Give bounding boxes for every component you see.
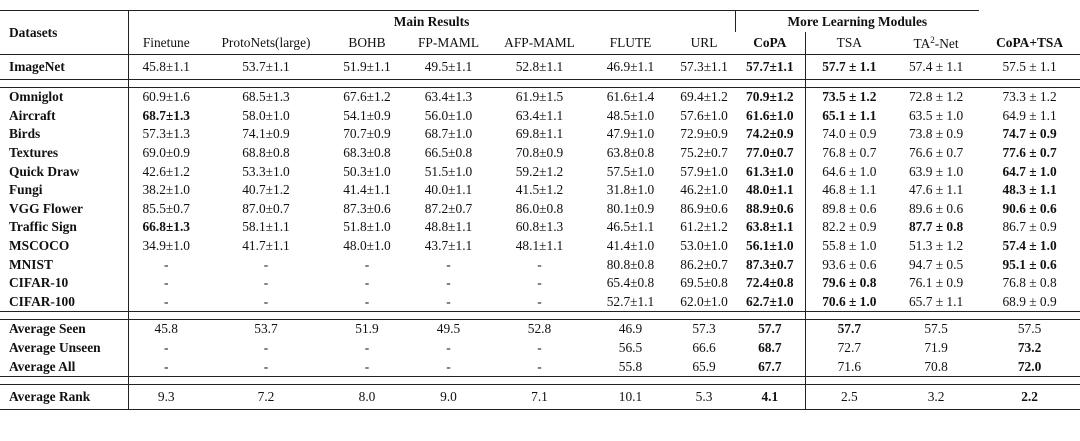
value-cell: 7.1 (491, 384, 588, 409)
value-cell: 57.6±1.0 (680, 107, 728, 123)
value-cell: 51.3 ± 1.2 (908, 238, 964, 254)
value-cell: 49.5±1.1 (406, 55, 491, 80)
value-cell: 46.9 (588, 320, 673, 339)
value-cell: 57.7 ± 1.1 (805, 55, 893, 80)
value-cell: 86.2±0.7 (680, 256, 728, 272)
value-cell: 2.2 (979, 384, 1080, 409)
value-cell: 93.6 ± 0.6 (822, 256, 877, 272)
value-cell: 10.1 (588, 384, 673, 409)
value-cell: 56.5 (618, 340, 643, 356)
value-cell: 73.5 ± 1.2 (805, 88, 893, 107)
method-header-bohb: BOHB (328, 32, 406, 55)
dataset-name: Aircraft (0, 107, 128, 126)
value-cell: 53.0±1.0 (680, 238, 728, 254)
table-row-mscoco (0, 237, 1080, 256)
dataset-name: Traffic Sign (0, 218, 128, 237)
value-cell: 51.9±1.1 (328, 55, 406, 80)
value-cell: 47.6 ± 1.1 (908, 182, 964, 198)
value-cell: - (537, 256, 542, 272)
value-cell: 65.1 ± 1.1 (822, 107, 877, 123)
table-row-textures (0, 144, 1080, 163)
table-row-cifar-10 (0, 274, 1080, 293)
value-cell: 88.9±0.6 (735, 200, 805, 219)
gap-cell (588, 376, 673, 384)
value-cell: 70.8 (893, 357, 979, 376)
value-cell: 66.5±0.8 (424, 145, 473, 161)
value-cell: 68.7±1.0 (424, 126, 473, 142)
method-header-afp-maml: AFP-MAML (491, 32, 588, 55)
value-cell: - (537, 340, 542, 356)
value-cell: 68.7 (735, 339, 805, 358)
value-cell: 68.9 ± 0.9 (979, 293, 1080, 312)
value-cell: 64.7 ± 1.0 (1002, 163, 1057, 179)
value-cell: 72.7 (837, 340, 862, 356)
value-cell: 89.6 ± 0.6 (908, 200, 964, 216)
section-gap (0, 80, 1080, 88)
value-cell: 52.7±1.1 (588, 293, 673, 312)
value-cell: - (537, 275, 542, 291)
value-cell: 56.1±1.0 (735, 237, 805, 256)
value-cell: 9.3 (128, 384, 204, 409)
value-cell: 57.4 ± 1.1 (893, 55, 979, 80)
value-cell: - (491, 357, 588, 376)
value-cell: 80.8±0.8 (606, 256, 655, 272)
value-cell: 68.3±0.8 (343, 145, 391, 161)
value-cell: 57.7±1.1 (735, 55, 805, 80)
table-row-average-rank (0, 384, 1080, 409)
dataset-name: ImageNet (0, 55, 128, 80)
value-cell: - (491, 293, 588, 312)
dataset-name: Average All (0, 357, 128, 376)
method-header-fp-maml: FP-MAML (406, 32, 491, 55)
value-cell: - (263, 275, 269, 291)
value-cell: 64.6 ± 1.0 (822, 163, 877, 179)
value-cell: - (128, 357, 204, 376)
value-cell: 74.1±0.9 (242, 126, 290, 142)
value-cell: 70.7±0.9 (343, 126, 391, 142)
gap-cell (328, 376, 406, 384)
value-cell: 31.8±1.0 (606, 182, 655, 198)
value-cell: 53.3±1.0 (242, 163, 290, 179)
dataset-name: CIFAR-100 (0, 293, 128, 312)
gap-cell (979, 376, 1080, 384)
value-cell: 72.9±0.9 (680, 126, 728, 142)
table-row-quick-draw (0, 162, 1080, 181)
gap-cell (893, 80, 979, 88)
superscript: 2 (930, 34, 935, 45)
value-cell: 53.7±1.1 (204, 55, 328, 80)
value-cell: 68.8±0.8 (242, 145, 290, 161)
dataset-name: MSCOCO (0, 237, 128, 256)
value-cell: - (164, 340, 169, 356)
value-cell: - (164, 256, 169, 272)
value-cell: 66.6 (692, 340, 716, 356)
value-cell: 63.4±1.1 (515, 107, 564, 123)
gap-cell (491, 312, 588, 320)
value-cell: 58.1±1.1 (242, 219, 290, 235)
value-cell: 57.7 (805, 320, 893, 339)
value-cell: 41.4±1.1 (343, 182, 391, 198)
value-cell: - (406, 357, 491, 376)
gap-cell (979, 312, 1080, 320)
value-cell: 47.9±1.0 (606, 126, 655, 142)
gap-cell (204, 80, 328, 88)
value-cell: 95.1 ± 0.6 (1002, 256, 1057, 272)
value-cell: 85.5±0.7 (142, 200, 191, 216)
value-cell: 48.3 ± 1.1 (1002, 182, 1057, 198)
table-row-average-seen (0, 320, 1080, 339)
value-cell: 63.8±0.8 (606, 145, 655, 161)
value-cell: 76.8 ± 0.7 (822, 145, 877, 161)
value-cell: 73.3 ± 1.2 (979, 88, 1080, 107)
value-cell: 76.1 ± 0.9 (908, 275, 964, 291)
table-body (0, 55, 1080, 410)
gap-cell (491, 376, 588, 384)
method-header-protonets-large: ProtoNets(large) (204, 32, 328, 55)
value-cell: 94.7 ± 0.5 (908, 256, 964, 272)
value-cell: - (164, 275, 169, 291)
value-cell: 2.5 (805, 384, 893, 409)
gap-cell (491, 80, 588, 88)
gap-cell (328, 80, 406, 88)
value-cell: 69.8±1.1 (515, 126, 564, 142)
value-cell: 71.6 (805, 357, 893, 376)
value-cell: 48.5±1.0 (606, 107, 655, 123)
value-cell: - (364, 256, 370, 272)
value-cell: 51.5±1.0 (424, 163, 473, 179)
value-cell: 86.0±0.8 (515, 200, 564, 216)
table-row-cifar-100 (0, 293, 1080, 312)
table-row-average-unseen (0, 339, 1080, 358)
value-cell: 72.4±0.8 (735, 274, 805, 293)
gap-cell (673, 376, 735, 384)
value-cell: 76.8 ± 0.8 (1002, 275, 1057, 291)
gap-cell (735, 80, 805, 88)
gap-cell (588, 312, 673, 320)
value-cell: 87.7 ± 0.8 (908, 219, 964, 235)
value-cell: 65.4±0.8 (606, 275, 655, 291)
gap-cell (406, 312, 491, 320)
value-cell: 42.6±1.2 (142, 163, 191, 179)
dataset-name: Omniglot (0, 88, 128, 107)
value-cell: 71.9 (924, 340, 948, 356)
gap-cell (406, 376, 491, 384)
method-header-flute: FLUTE (588, 32, 673, 55)
value-cell: 9.0 (406, 384, 491, 409)
value-cell: 57.7 (735, 320, 805, 339)
value-cell: 69.5±0.8 (680, 275, 728, 291)
value-cell: - (364, 275, 370, 291)
value-cell: 40.7±1.2 (242, 182, 290, 198)
value-cell: 73.8 ± 0.9 (908, 126, 964, 142)
value-cell: 63.5 ± 1.0 (908, 107, 964, 123)
value-cell: 61.3±1.0 (735, 162, 805, 181)
gap-cell (0, 376, 128, 384)
gap-cell (805, 80, 893, 88)
value-cell: 87.3±0.6 (343, 200, 391, 216)
method-header-tsa: TSA (805, 32, 893, 55)
table-row-imagenet (0, 55, 1080, 80)
value-cell: - (446, 275, 451, 291)
value-cell: 45.8 (128, 320, 204, 339)
value-cell: 61.9±1.5 (491, 88, 588, 107)
results-table (0, 10, 1080, 410)
value-cell: 69.4±1.2 (673, 88, 735, 107)
value-cell: 74.2±0.9 (735, 125, 805, 144)
value-cell: 48.0±1.1 (735, 181, 805, 200)
value-cell: 67.6±1.2 (328, 88, 406, 107)
value-cell: 45.8±1.1 (128, 55, 204, 80)
value-cell: 57.3 (673, 320, 735, 339)
value-cell: 57.5 (979, 320, 1080, 339)
value-cell: - (328, 357, 406, 376)
gap-cell (588, 80, 673, 88)
value-cell: 46.8 ± 1.1 (822, 182, 877, 198)
value-cell: 87.3±0.7 (735, 255, 805, 274)
value-cell: 4.1 (735, 384, 805, 409)
table-header (0, 11, 1080, 55)
method-header-ta-net: $TA^2$-Net (893, 32, 979, 55)
gap-cell (893, 312, 979, 320)
value-cell: 41.4±1.0 (606, 238, 655, 254)
table-row-mnist (0, 255, 1080, 274)
gap-cell (735, 376, 805, 384)
dataset-name: Birds (0, 125, 128, 144)
value-cell: 55.8 (588, 357, 673, 376)
value-cell: 57.5 ± 1.1 (979, 55, 1080, 80)
value-cell: 57.9±1.0 (680, 163, 728, 179)
value-cell: 65.7 ± 1.1 (893, 293, 979, 312)
value-cell: 57.5 (893, 320, 979, 339)
gap-cell (406, 80, 491, 88)
value-cell: 8.0 (328, 384, 406, 409)
value-cell: 57.3±1.1 (673, 55, 735, 80)
gap-cell (128, 312, 204, 320)
value-cell: 70.8±0.9 (515, 145, 564, 161)
value-cell: 75.2±0.7 (680, 145, 728, 161)
value-cell: 70.6 ± 1.0 (805, 293, 893, 312)
value-cell: - (446, 340, 451, 356)
value-cell: - (328, 293, 406, 312)
table-row-birds (0, 125, 1080, 144)
gap-cell (128, 80, 204, 88)
dataset-name: Fungi (0, 181, 128, 200)
table-row-average-all (0, 357, 1080, 376)
gap-cell (673, 312, 735, 320)
section-gap (0, 312, 1080, 320)
value-cell: 48.8±1.1 (424, 219, 473, 235)
value-cell: 64.9 ± 1.1 (1002, 107, 1057, 123)
value-cell: 54.1±0.9 (343, 107, 391, 123)
value-cell: 77.0±0.7 (735, 144, 805, 163)
dataset-name: Quick Draw (0, 162, 128, 181)
gap-cell (0, 80, 128, 88)
value-cell: 49.5 (406, 320, 491, 339)
value-cell: 74.0 ± 0.9 (822, 126, 877, 142)
gap-cell (128, 376, 204, 384)
dataset-name: VGG Flower (0, 200, 128, 219)
value-cell: 62.7±1.0 (735, 293, 805, 312)
value-cell: 61.6±1.0 (735, 107, 805, 126)
table-row-aircraft (0, 107, 1080, 126)
value-cell: 50.3±1.0 (343, 163, 391, 179)
value-cell: - (446, 256, 451, 272)
value-cell: 60.8±1.3 (515, 219, 564, 235)
value-cell: 90.6 ± 0.6 (1002, 200, 1057, 216)
value-cell: 51.8±1.0 (343, 219, 391, 235)
method-header-copa: CoPA (735, 32, 805, 55)
gap-cell (204, 312, 328, 320)
value-cell: 80.1±0.9 (606, 200, 655, 216)
value-cell: 5.3 (673, 384, 735, 409)
table-row-fungi (0, 181, 1080, 200)
dataset-name: MNIST (0, 255, 128, 274)
value-cell: 72.0 (979, 357, 1080, 376)
value-cell: 66.8±1.3 (142, 219, 191, 235)
value-cell: 57.5±1.0 (606, 163, 655, 179)
value-cell: - (364, 340, 370, 356)
value-cell: 53.7 (204, 320, 328, 339)
method-header-url: URL (673, 32, 735, 55)
value-cell: 61.2±1.2 (680, 219, 728, 235)
value-cell: - (263, 256, 269, 272)
value-cell: 63.9 ± 1.0 (908, 163, 964, 179)
value-cell: 62.0±1.0 (673, 293, 735, 312)
value-cell: 46.5±1.1 (606, 219, 655, 235)
value-cell: 69.0±0.9 (142, 145, 191, 161)
dataset-name: Average Rank (0, 384, 128, 409)
value-cell: 41.7±1.1 (242, 238, 290, 254)
value-cell: 3.2 (893, 384, 979, 409)
table-row-omniglot (0, 88, 1080, 107)
value-cell: 86.9±0.6 (680, 200, 728, 216)
value-cell: 61.6±1.4 (588, 88, 673, 107)
method-header-finetune: Finetune (128, 32, 204, 55)
dataset-name: CIFAR-10 (0, 274, 128, 293)
header-datasets: Datasets (0, 11, 128, 55)
value-cell: 72.8 ± 1.2 (893, 88, 979, 107)
value-cell: 48.1±1.1 (515, 238, 564, 254)
dataset-name: Textures (0, 144, 128, 163)
value-cell: 34.9±1.0 (142, 238, 191, 254)
value-cell: 87.0±0.7 (242, 200, 290, 216)
gap-cell (805, 376, 893, 384)
value-cell: 89.8 ± 0.6 (822, 200, 877, 216)
value-cell: - (406, 293, 491, 312)
group-main-results: Main Results (128, 11, 735, 33)
value-cell: 46.2±1.0 (680, 182, 728, 198)
table-row-vgg-flower (0, 200, 1080, 219)
value-cell: 82.2 ± 0.9 (822, 219, 877, 235)
value-cell: 46.9±1.1 (588, 55, 673, 80)
gap-cell (204, 376, 328, 384)
value-cell: 63.4±1.3 (406, 88, 491, 107)
group-more-modules: More Learning Modules (735, 11, 979, 33)
value-cell: 51.9 (328, 320, 406, 339)
value-cell: 57.4 ± 1.0 (1002, 238, 1057, 254)
gap-cell (979, 80, 1080, 88)
value-cell: 58.0±1.0 (242, 107, 290, 123)
gap-cell (328, 312, 406, 320)
value-cell: 74.7 ± 0.9 (1002, 126, 1057, 142)
value-cell: 38.2±1.0 (142, 182, 191, 198)
value-cell: 77.6 ± 0.7 (1002, 145, 1057, 161)
value-cell: 87.2±0.7 (424, 200, 473, 216)
dataset-name: Average Unseen (0, 339, 128, 358)
table-row-traffic-sign (0, 218, 1080, 237)
value-cell: 59.2±1.2 (515, 163, 564, 179)
value-cell: 63.8±1.1 (735, 218, 805, 237)
value-cell: 48.0±1.0 (343, 238, 391, 254)
dataset-name: Average Seen (0, 320, 128, 339)
value-cell: - (204, 357, 328, 376)
value-cell: 73.2 (1017, 340, 1042, 356)
value-cell: 60.9±1.6 (128, 88, 204, 107)
value-cell: - (204, 293, 328, 312)
value-cell: 68.5±1.3 (204, 88, 328, 107)
value-cell: 52.8 (491, 320, 588, 339)
value-cell: - (128, 293, 204, 312)
gap-cell (0, 312, 128, 320)
value-cell: 40.0±1.1 (424, 182, 473, 198)
method-header-row (0, 32, 1080, 55)
value-cell: 70.9±1.2 (735, 88, 805, 107)
gap-cell (735, 312, 805, 320)
value-cell: 52.8±1.1 (491, 55, 588, 80)
gap-cell (893, 376, 979, 384)
value-cell: 86.7 ± 0.9 (1002, 219, 1057, 235)
value-cell: 41.5±1.2 (515, 182, 564, 198)
value-cell: 79.6 ± 0.8 (822, 275, 877, 291)
gap-cell (805, 312, 893, 320)
value-cell: 57.3±1.3 (142, 126, 191, 142)
value-cell: 55.8 ± 1.0 (822, 238, 877, 254)
value-cell: 56.0±1.0 (424, 107, 473, 123)
section-gap (0, 376, 1080, 384)
value-cell: 43.7±1.1 (424, 238, 473, 254)
gap-cell (673, 80, 735, 88)
value-cell: 68.7±1.3 (142, 107, 191, 123)
method-header-copa-tsa: CoPA+TSA (979, 32, 1080, 55)
value-cell: 67.7 (735, 357, 805, 376)
value-cell: 65.9 (673, 357, 735, 376)
value-cell: 7.2 (204, 384, 328, 409)
value-cell: 76.6 ± 0.7 (908, 145, 964, 161)
value-cell: - (263, 340, 269, 356)
